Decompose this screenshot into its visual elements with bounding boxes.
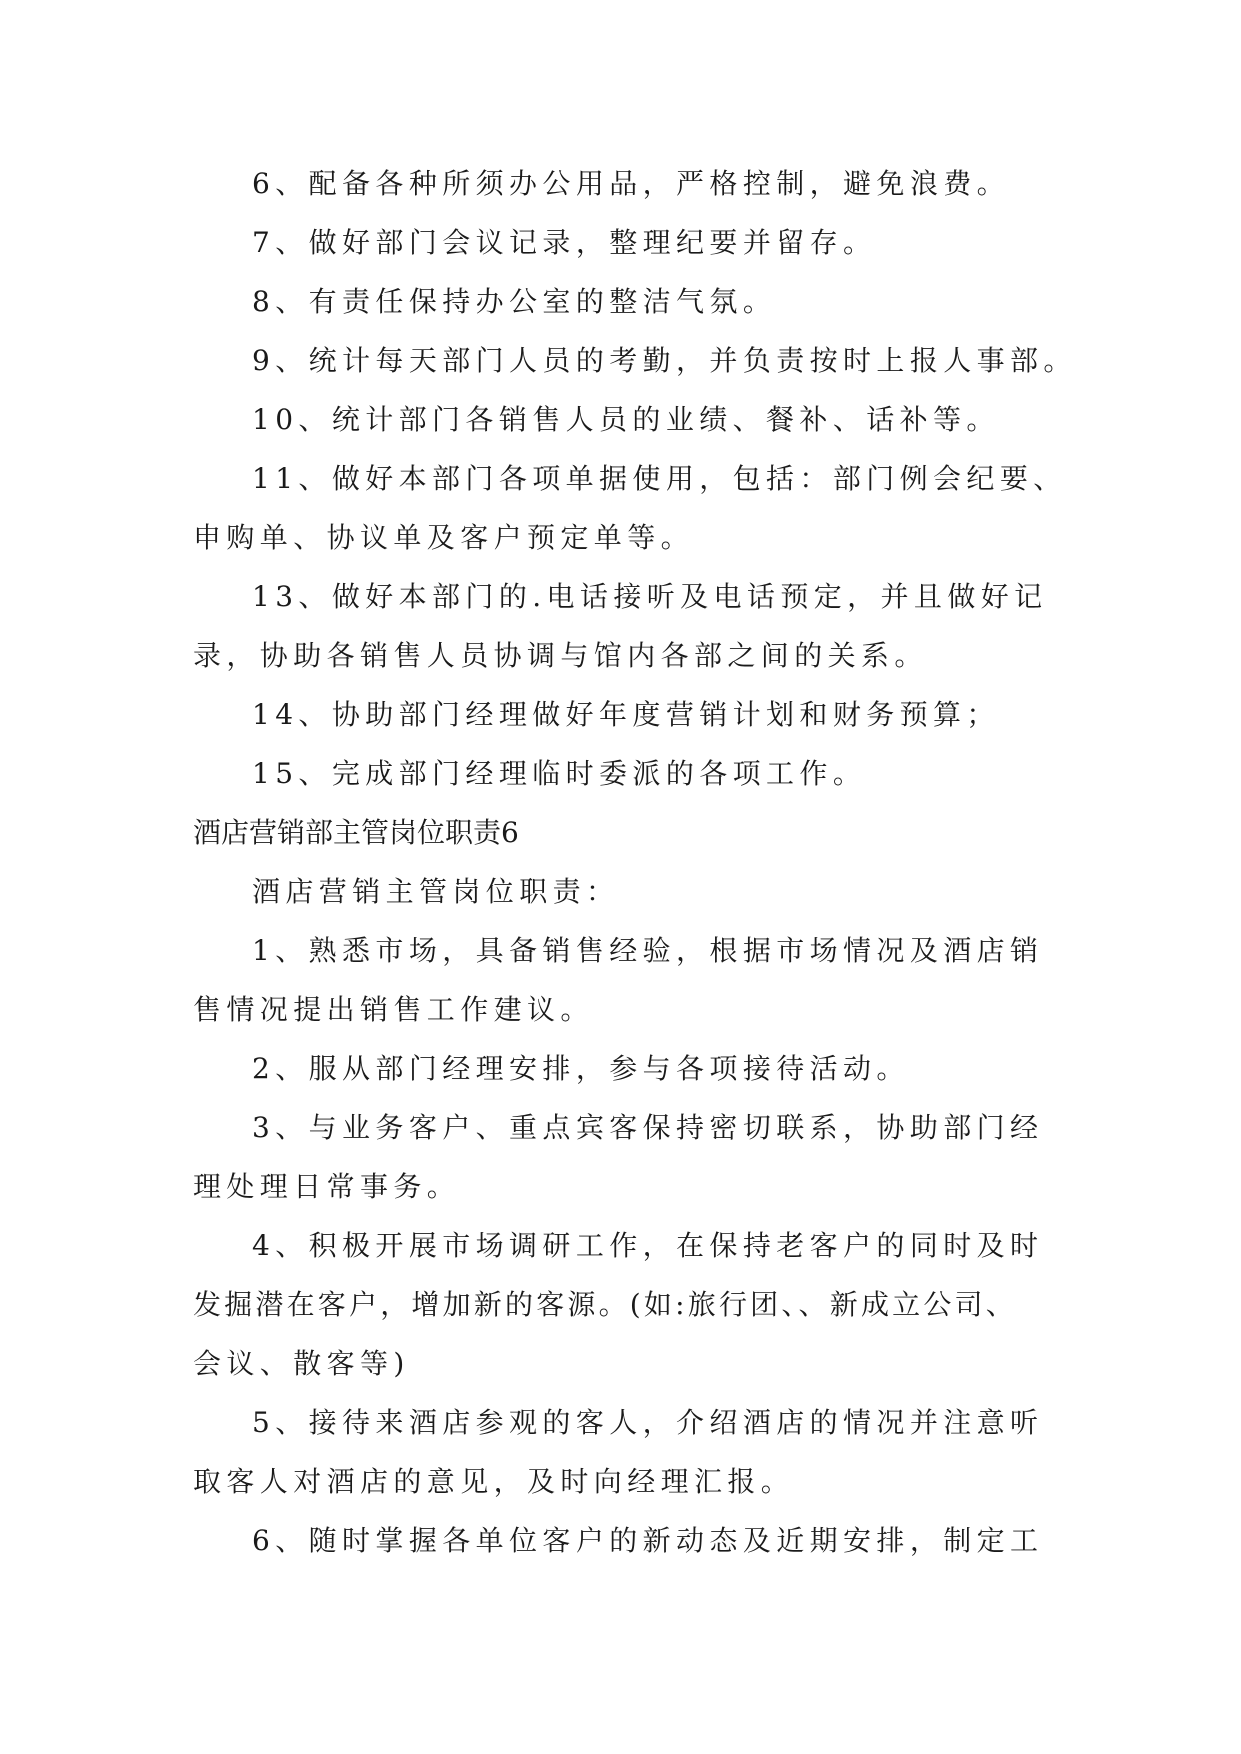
paragraph-line: 10、统计部门各销售人员的业绩、餐补、话补等。 [252,403,1000,436]
paragraph-line: 取客人对酒店的意见，及时向经理汇报。 [193,1465,795,1498]
section-heading: 酒店营销部主管岗位职责6 [193,816,519,849]
paragraph-line: 发掘潜在客户，增加新的客源。(如:旅行团、、新成立公司、 [193,1288,1017,1321]
paragraph-line: 15、完成部门经理临时委派的各项工作。 [252,757,867,790]
paragraph-line: 11、做好本部门各项单据使用，包括：部门例会纪要、 [252,462,1067,495]
paragraph-line: 9、统计每天部门人员的考勤，并负责按时上报人事部。 [252,344,1077,377]
paragraph-line: 7、做好部门会议记录，整理纪要并留存。 [252,226,877,259]
paragraph-line: 售情况提出销售工作建议。 [193,993,594,1026]
paragraph-line: 14、协助部门经理做好年度营销计划和财务预算； [252,698,1000,731]
paragraph-line: 6、配备各种所须办公用品，严格控制，避免浪费。 [252,167,1011,200]
paragraph-line: 会议、散客等) [193,1347,410,1380]
paragraph-line: 录，协助各销售人员协调与馆内各部之间的关系。 [193,639,928,672]
paragraph-line: 申购单、协议单及客户预定单等。 [193,521,695,554]
paragraph-line: 8、有责任保持办公室的整洁气氛。 [252,285,777,318]
paragraph-line: 2、服从部门经理安排，参与各项接待活动。 [252,1052,910,1085]
paragraph-line: 6、随时掌握各单位客户的新动态及近期安排，制定工 [252,1524,1044,1557]
paragraph-line: 5、接待来酒店参观的客人，介绍酒店的情况并注意听 [252,1406,1044,1439]
paragraph-line: 13、做好本部门的.电话接听及电话预定，并且做好记 [252,580,1048,613]
paragraph-line: 酒店营销主管岗位职责： [252,875,620,908]
paragraph-line: 理处理日常事务。 [193,1170,461,1203]
paragraph-line: 3、与业务客户、重点宾客保持密切联系，协助部门经 [252,1111,1044,1144]
paragraph-line: 1、熟悉市场，具备销售经验，根据市场情况及酒店销 [252,934,1044,967]
paragraph-line: 4、积极开展市场调研工作，在保持老客户的同时及时 [252,1229,1044,1262]
